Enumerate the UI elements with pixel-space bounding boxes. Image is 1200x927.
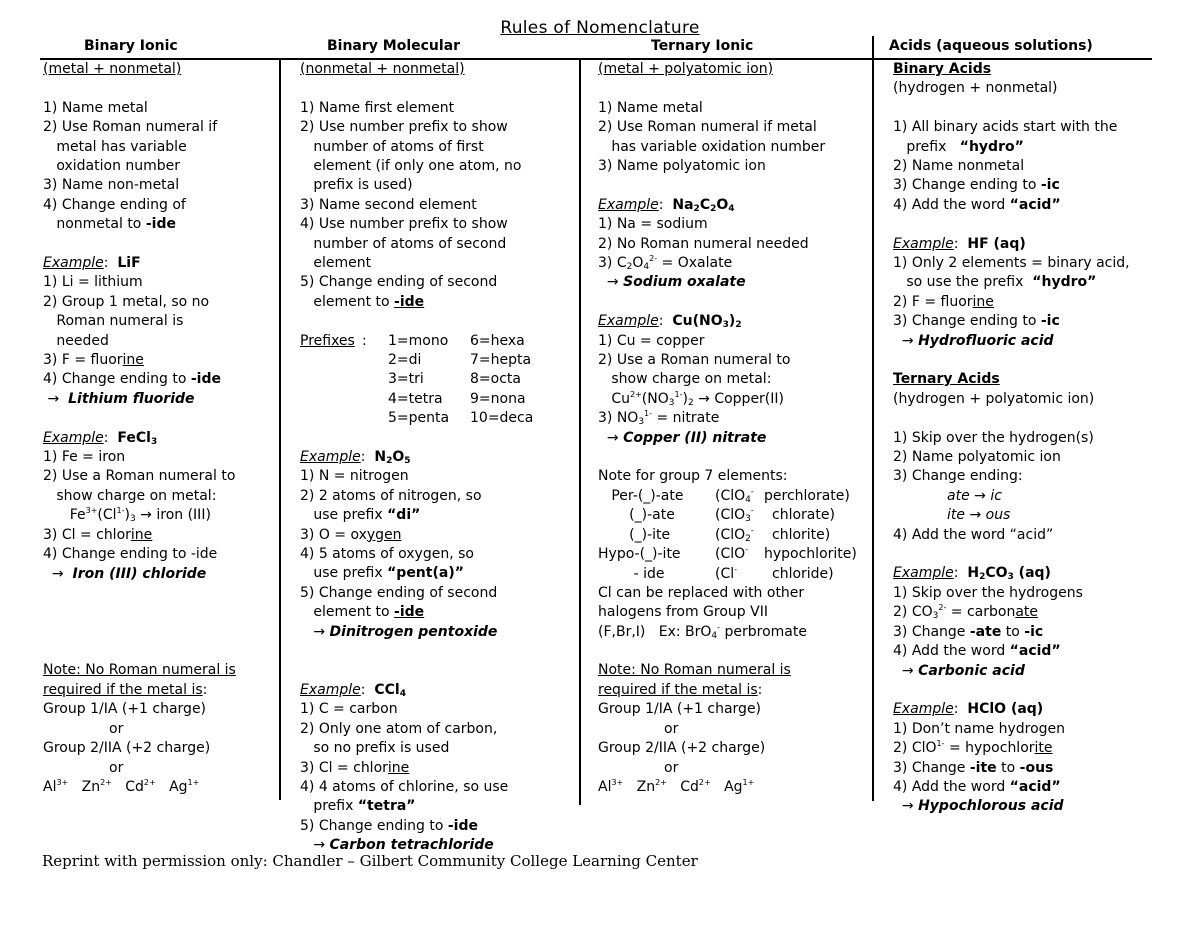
example-line: 1) C = carbon [300, 701, 398, 718]
note-ions: $Al^{3+}$ $Zn^{2+}$ $Cd^{2+}$ $Ag^{1+}$ [598, 777, 755, 795]
example-line: 3) Cl = chlorine [43, 526, 153, 543]
note-line: Group 2/IIA (+2 charge) [43, 740, 211, 757]
note-ions: $Al^{3+}$ $Zn^{2+}$ $Cd^{2+}$ $Ag^{1+}$ [43, 777, 200, 795]
example-line: 3) Change -ate to -ic [893, 623, 1044, 640]
example-line: 1) Don’t name hydrogen [893, 720, 1066, 737]
group7-name: chlorite) [772, 526, 831, 543]
ternary-ionic-subtitle: (metal + polyatomic ion) [598, 61, 774, 77]
example-result: → Carbonic acid [893, 662, 1025, 679]
example-result: → Hypochlorous acid [893, 798, 1064, 815]
group7-ion: (ClO$_4$- [715, 486, 754, 505]
example-result: → Sodium oxalate [598, 274, 746, 291]
group7-ion: (ClO- [715, 545, 749, 563]
example-heading: Example: $H_2CO_3$ (aq) [893, 565, 1051, 583]
group7-name: chloride) [772, 565, 834, 582]
example-heading: Example: HF (aq) [893, 235, 1026, 252]
prefix-item: 6=hexa [470, 332, 525, 349]
example-line: 3) Change ending to -ic [893, 313, 1060, 330]
page-title: Rules of Nomenclature [500, 18, 700, 38]
example-line: 1) Fe = iron [43, 449, 126, 466]
example-line: element to -ide [300, 604, 425, 621]
example-line: 3) F = fluorine [43, 352, 144, 369]
binary-ionic-step: 2) Use Roman numeral if [43, 119, 218, 136]
column-divider-2 [579, 60, 581, 805]
example-line: prefix “tetra” [300, 798, 416, 815]
group7-name: chlorate) [772, 507, 835, 524]
binary-molecular-step: 3) Name second element [300, 196, 477, 213]
binary-molecular-step: element [300, 255, 372, 272]
prefix-item: 4=tetra [388, 390, 443, 407]
example-line: 4) Add the word “acid” [893, 643, 1061, 660]
binary-molecular-step: 1) Name first element [300, 99, 455, 116]
example-result: → Carbon tetrachloride [300, 837, 494, 854]
column-divider-1 [279, 60, 281, 800]
example-line: 2) Group 1 metal, so no [43, 293, 210, 310]
ternary-acids-title: Ternary Acids [893, 371, 1000, 388]
note-heading: required if the metal is: [43, 681, 208, 698]
example-line: show charge on metal: [598, 371, 772, 388]
binary-ionic-step: metal has variable [43, 138, 187, 155]
example-result: → Copper (II) nitrate [598, 429, 767, 446]
example-heading: Example: $N_2O_5$ [300, 449, 411, 467]
example-heading: Example: HClO (aq) [893, 701, 1044, 718]
note-heading: Note: No Roman numeral is [43, 662, 236, 679]
example-line: 1) Only 2 elements = binary acid, [893, 255, 1130, 272]
example-heading: Example: FeCl$_3$ [43, 429, 158, 447]
example-line: 2) Use a Roman numeral to [598, 352, 791, 369]
prefix-item: 5=penta [388, 410, 450, 427]
binary-molecular-column [300, 60, 570, 856]
note-line: or [664, 720, 679, 737]
ternary-ionic-step: 3) Name polyatomic ion [598, 158, 766, 175]
example-result: → Lithium fluoride [43, 390, 195, 407]
acid-step: 2) Name polyatomic ion [893, 449, 1061, 466]
acid-step: 1) Skip over the hydrogen(s) [893, 429, 1094, 446]
ternary-ionic-step: 2) Use Roman numeral if metal [598, 119, 817, 136]
prefix-item: 10=deca [470, 410, 534, 427]
ternary-acids-subtitle: (hydrogen + polyatomic ion) [893, 390, 1095, 407]
group7-ion: (ClO$_3$- [715, 506, 754, 525]
header-ternary-ionic: Ternary Ionic [651, 38, 754, 54]
binary-ionic-column [43, 60, 275, 797]
note-line: Group 2/IIA (+2 charge) [598, 740, 766, 757]
acid-step: 1) All binary acids start with the [893, 119, 1118, 136]
column-divider-3 [872, 36, 874, 801]
ternary-ionic-column [598, 60, 870, 797]
binary-ionic-step: nonmetal to -ide [43, 216, 176, 233]
example-line: 2) Only one atom of carbon, [300, 720, 498, 737]
example-result: → Dinitrogen pentoxide [300, 623, 498, 640]
example-heading: Example: LiF [43, 255, 141, 272]
binary-molecular-step: element (if only one atom, no [300, 158, 522, 175]
halogen-note: (F,Br,I) Ex: BrO$_4$- perbromate [598, 622, 807, 641]
example-line: needed [43, 332, 109, 349]
group7-prefix: Hypo-(_)-ite [598, 546, 681, 563]
binary-acids-subtitle: (hydrogen + nonmetal) [893, 80, 1058, 97]
example-line: show charge on metal: [43, 487, 217, 504]
acids-column [893, 60, 1193, 817]
header-acids: Acids (aqueous solutions) [889, 38, 1093, 54]
binary-molecular-step: 4) Use number prefix to show [300, 216, 508, 233]
binary-molecular-step: 2) Use number prefix to show [300, 119, 508, 136]
example-line: 1) Cu = copper [598, 332, 705, 349]
acid-step: 2) Name nonmetal [893, 158, 1025, 175]
note-line: or [664, 759, 679, 776]
example-line: 2) F = fluorine [893, 293, 994, 310]
binary-ionic-step: oxidation number [43, 158, 181, 175]
example-line: 4) 5 atoms of oxygen, so [300, 546, 474, 563]
group7-table [598, 487, 870, 584]
prefix-item: 1=mono [388, 332, 449, 349]
example-line: 1) Na = sodium [598, 216, 708, 233]
halogen-note: halogens from Group VII [598, 604, 768, 621]
group7-ion: (Cl- [715, 564, 738, 582]
binary-ionic-step: 1) Name metal [43, 99, 148, 116]
group7-prefix: (_)-ite [598, 526, 671, 543]
prefix-table: Prefixes : 1=mono 2=di 3=tri 4=tetra 5=penta 6=hexa 7=hepta 8=octa 9=nona 10=deca [300, 332, 570, 429]
example-line: 4) Change ending to -ide [43, 546, 218, 563]
example-line: 3) Change -ite to -ous [893, 759, 1054, 776]
example-heading: Example: CCl$_4$ [300, 681, 406, 699]
example-line: 4) Change ending to -ide [43, 371, 221, 388]
group7-name: hypochlorite) [764, 546, 857, 563]
note-line: Group 1/IA (+1 charge) [598, 701, 762, 718]
binary-molecular-step: element to -ide [300, 293, 425, 310]
group7-prefix: (_)-ate [598, 507, 675, 524]
example-line: 5) Change ending to -ide [300, 817, 478, 834]
example-line: use prefix “pent(a)” [300, 565, 464, 582]
example-line: 1) Skip over the hydrogens [893, 584, 1083, 601]
acid-ending-rule: ite → ous [947, 507, 1011, 524]
example-charge-equation: $Cu^{2+}(NO_3^{1-})_2$ → Copper(II) [598, 389, 784, 408]
example-line: 1) N = nitrogen [300, 468, 409, 485]
example-line: 3) Cl = chlorine [300, 759, 410, 776]
note-line: or [109, 759, 124, 776]
example-line: 3) $C_2O_4^{2-}$ = Oxalate [598, 254, 733, 273]
note-line: or [109, 720, 124, 737]
example-line: 3) $NO_3^{1-}$ = nitrate [598, 409, 720, 428]
prefixes-label: Prefixes [300, 332, 355, 349]
group7-prefix: Per-(_)-ate [598, 487, 684, 504]
prefix-item: 3=tri [388, 371, 424, 388]
halogen-note: Cl can be replaced with other [598, 584, 805, 601]
binary-molecular-step: 5) Change ending of second [300, 274, 498, 291]
ternary-ionic-step: 1) Name metal [598, 99, 703, 116]
note-line: Group 1/IA (+1 charge) [43, 701, 207, 718]
group7-title: Note for group 7 elements: [598, 468, 788, 485]
example-line: 4) Add the word “acid” [893, 778, 1061, 795]
example-line: so no prefix is used [300, 740, 450, 757]
example-line: Roman numeral is [43, 313, 184, 330]
binary-ionic-step: 4) Change ending of [43, 196, 186, 213]
header-binary-ionic: Binary Ionic [84, 38, 178, 54]
footer-credit: Reprint with permission only: Chandler – Gilbert Community College Learning Center [42, 852, 698, 870]
example-line: use prefix “di” [300, 507, 421, 524]
note-heading: required if the metal is: [598, 681, 763, 698]
example-line: 2) No Roman numeral needed [598, 235, 809, 252]
example-line: 2) Use a Roman numeral to [43, 468, 236, 485]
header-binary-molecular: Binary Molecular [327, 38, 461, 54]
example-charge-equation: $Fe^{3+}(Cl^{1-})_3$ → iron (III) [43, 506, 211, 525]
acid-ending-rule: ate → ic [947, 487, 1002, 504]
example-line: 4) 4 atoms of chlorine, so use [300, 778, 509, 795]
example-line: 2) ClO$^{1-}$ = hypochlorite [893, 739, 1053, 757]
example-line: 2) 2 atoms of nitrogen, so [300, 487, 482, 504]
group7-name: perchlorate) [764, 487, 850, 504]
binary-ionic-step: 3) Name non-metal [43, 177, 180, 194]
binary-molecular-step: prefix is used) [300, 177, 413, 194]
ternary-ionic-step: has variable oxidation number [598, 138, 826, 155]
prefix-item: 8=octa [470, 371, 521, 388]
prefix-item: 9=nona [470, 390, 526, 407]
acid-step: prefix “hydro” [893, 138, 1024, 155]
group7-ion: (ClO$_2$- [715, 525, 754, 544]
acid-step: 3) Change ending to -ic [893, 177, 1060, 194]
binary-molecular-subtitle: (nonmetal + nonmetal) [300, 61, 465, 77]
prefix-item: 7=hepta [470, 352, 532, 369]
example-result: → Hydrofluoric acid [893, 332, 1054, 349]
acid-step: 3) Change ending: [893, 468, 1023, 485]
prefix-item: 2=di [388, 352, 422, 369]
example-heading: Example: $Cu(NO_3)_2$ [598, 313, 742, 331]
binary-molecular-step: number of atoms of second [300, 235, 507, 252]
example-line: so use the prefix “hydro” [893, 274, 1097, 291]
example-line: 5) Change ending of second [300, 584, 498, 601]
example-line: 3) O = oxygen [300, 526, 402, 543]
binary-ionic-subtitle: (metal + nonmetal) [43, 61, 182, 77]
binary-acids-title: Binary Acids [893, 61, 992, 77]
example-line: 1) Li = lithium [43, 274, 143, 291]
example-result: → Iron (III) chloride [43, 565, 207, 582]
group7-prefix: - ide [598, 565, 665, 582]
example-line: 2) $CO_3^{2-}$ = carbonate [893, 603, 1039, 622]
note-heading: Note: No Roman numeral is [598, 662, 791, 679]
binary-molecular-step: number of atoms of first [300, 138, 484, 155]
example-heading: Example: $Na_2C_2O_4$ [598, 196, 735, 214]
acid-step: 4) Add the word “acid” [893, 196, 1061, 213]
acid-step: 4) Add the word “acid” [893, 526, 1054, 543]
